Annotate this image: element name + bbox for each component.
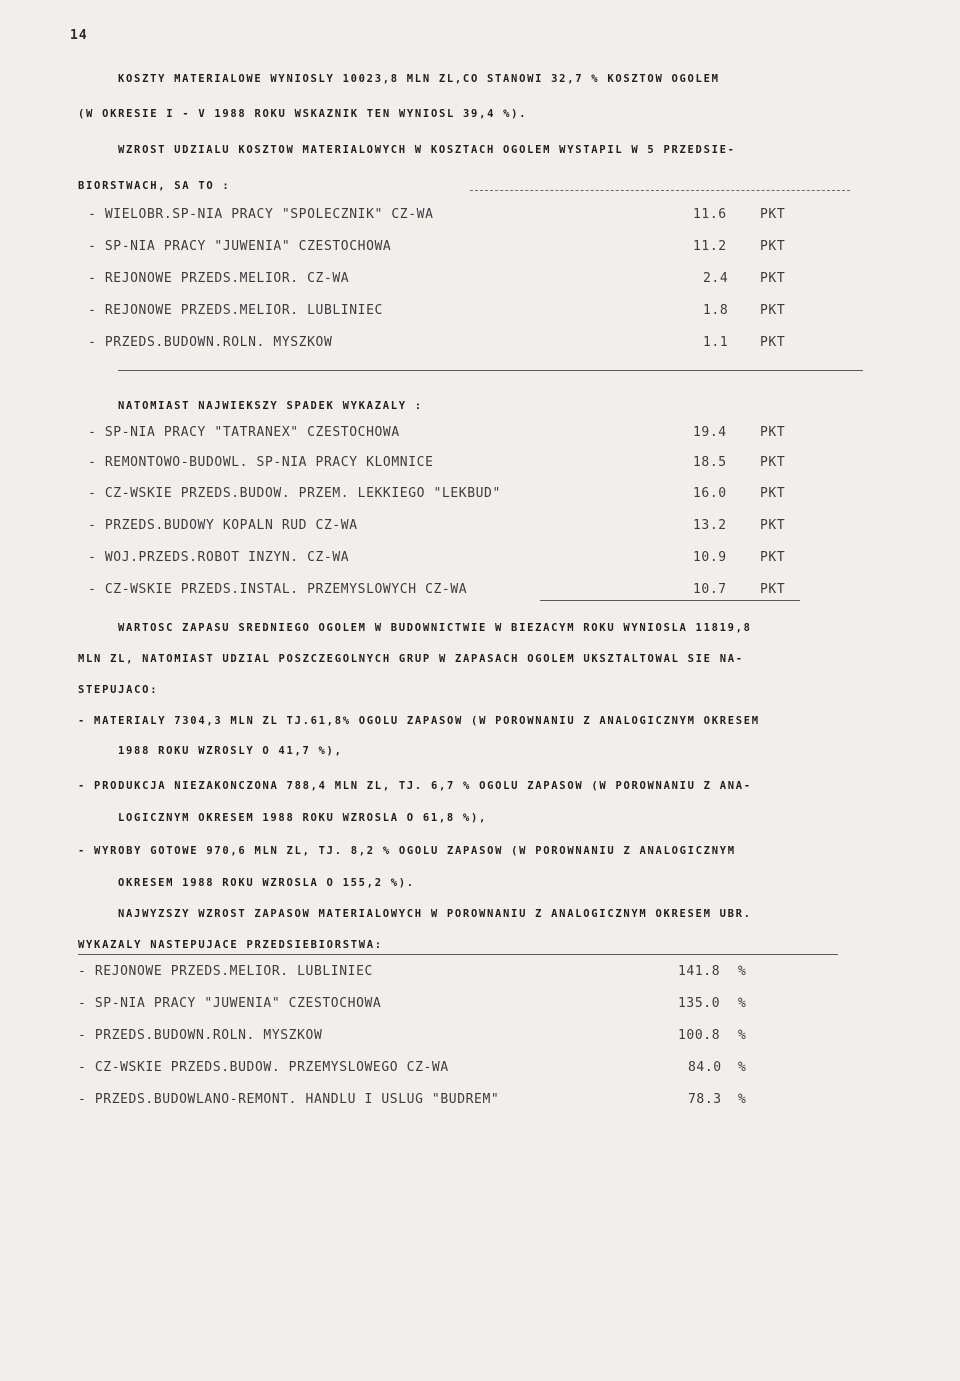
intro-line-4: BIORSTWACH, SA TO : [78, 180, 231, 192]
growth-line-1: NAJWYZSZY WZROST ZAPASOW MATERIALOWYCH W POROWNANIU Z ANALOGICZNYM OKRESEM UBR. [118, 908, 752, 920]
inventory-line-2: MLN ZL, NATOMIAST UDZIAL POSZCZEGOLNYCH GRUP W ZAPASACH OGOLEM UKSZTALTOWAL SIE NA- [78, 653, 744, 665]
row-unit: % [738, 1060, 747, 1075]
row-name: - PRZEDS.BUDOWLANO-REMONT. HANDLU I USLUG "BUDREM" [78, 1092, 500, 1107]
row-unit: PKT [760, 207, 786, 222]
table-row [88, 582, 808, 600]
table-row [88, 335, 808, 353]
section-divider [78, 954, 838, 955]
section-divider [540, 600, 800, 601]
page-number: 14 [70, 28, 88, 43]
intro-line-3: WZROST UDZIALU KOSZTOW MATERIALOWYCH W KOSZTACH OGOLEM WYSTAPIL W 5 PRZEDSIE- [118, 144, 736, 156]
inventory-bullet-1b: 1988 ROKU WZROSLY O 41,7 %), [118, 745, 343, 757]
row-name: - SP-NIA PRACY "JUWENIA" CZESTOCHOWA [88, 239, 392, 254]
table-row [88, 486, 808, 504]
row-value: 78.3 [688, 1092, 722, 1107]
row-value: 135.0 [678, 996, 721, 1011]
row-unit: PKT [760, 486, 786, 501]
row-name: - REJONOWE PRZEDS.MELIOR. LUBLINIEC [78, 964, 373, 979]
row-value: 11.6 [693, 207, 727, 222]
row-name: - REJONOWE PRZEDS.MELIOR. CZ-WA [88, 271, 350, 286]
intro-line-1: KOSZTY MATERIALOWE WYNIOSLY 10023,8 MLN ZL,CO STANOWI 32,7 % KOSZTOW OGOLEM [118, 73, 720, 85]
row-unit: PKT [760, 335, 786, 350]
row-value: 141.8 [678, 964, 721, 979]
row-value: 11.2 [693, 239, 727, 254]
row-unit: % [738, 996, 747, 1011]
row-unit: % [738, 1028, 747, 1043]
table-row [88, 239, 808, 257]
row-name: - SP-NIA PRACY "TATRANEX" CZESTOCHOWA [88, 425, 400, 440]
table-row [78, 964, 798, 982]
row-name: - PRZEDS.BUDOWN.ROLN. MYSZKOW [78, 1028, 323, 1043]
table-row [88, 550, 808, 568]
row-value: 1.8 [703, 303, 729, 318]
row-unit: PKT [760, 303, 786, 318]
row-name: - PRZEDS.BUDOWN.ROLN. MYSZKOW [88, 335, 333, 350]
table-row [78, 1060, 798, 1078]
row-unit: PKT [760, 425, 786, 440]
row-name: - CZ-WSKIE PRZEDS.INSTAL. PRZEMYSLOWYCH CZ-WA [88, 582, 468, 597]
row-unit: PKT [760, 518, 786, 533]
row-name: - PRZEDS.BUDOWY KOPALN RUD CZ-WA [88, 518, 358, 533]
row-value: 18.5 [693, 455, 727, 470]
row-unit: PKT [760, 550, 786, 565]
section-divider [118, 370, 863, 371]
intro-line-2: (W OKRESIE I - V 1988 ROKU WSKAZNIK TEN WYNIOSL 39,4 %). [78, 108, 528, 120]
table-row [78, 1028, 798, 1046]
row-value: 13.2 [693, 518, 727, 533]
row-value: 84.0 [688, 1060, 722, 1075]
row-name: - CZ-WSKIE PRZEDS.BUDOW. PRZEM. LEKKIEGO "LEKBUD" [88, 486, 501, 501]
table-row [88, 207, 808, 225]
inventory-bullet-2b: LOGICZNYM OKRESEM 1988 ROKU WZROSLA O 61,8 %), [118, 812, 487, 824]
row-name: - REJONOWE PRZEDS.MELIOR. LUBLINIEC [88, 303, 383, 318]
table-row [78, 996, 798, 1014]
row-unit: % [738, 1092, 747, 1107]
row-unit: PKT [760, 455, 786, 470]
row-value: 16.0 [693, 486, 727, 501]
table-row [88, 303, 808, 321]
inventory-bullet-1a: - MATERIALY 7304,3 MLN ZL TJ.61,8% OGOLU ZAPASOW (W POROWNANIU Z ANALOGICZNYM OKRESEM [78, 715, 760, 727]
inventory-bullet-2a: - PRODUKCJA NIEZAKONCZONA 788,4 MLN ZL, TJ. 6,7 % OGOLU ZAPASOW (W POROWNANIU Z ANA- [78, 780, 752, 792]
table-row [88, 271, 808, 289]
row-value: 19.4 [693, 425, 727, 440]
row-value: 100.8 [678, 1028, 721, 1043]
inventory-line-3: STEPUJACO: [78, 684, 159, 696]
decrease-heading: NATOMIAST NAJWIEKSZY SPADEK WYKAZALY : [118, 400, 423, 412]
row-name: - WOJ.PRZEDS.ROBOT INZYN. CZ-WA [88, 550, 350, 565]
row-name: - CZ-WSKIE PRZEDS.BUDOW. PRZEMYSLOWEGO CZ-WA [78, 1060, 449, 1075]
row-value: 2.4 [703, 271, 729, 286]
table-row [78, 1092, 798, 1110]
row-unit: PKT [760, 239, 786, 254]
table-row [88, 518, 808, 536]
inventory-bullet-3b: OKRESEM 1988 ROKU WZROSLA O 155,2 %). [118, 877, 415, 889]
row-name: - REMONTOWO-BUDOWL. SP-NIA PRACY KLOMNICE [88, 455, 434, 470]
growth-line-2: WYKAZALY NASTEPUJACE PRZEDSIEBIORSTWA: [78, 939, 383, 951]
row-value: 10.7 [693, 582, 727, 597]
row-unit: PKT [760, 271, 786, 286]
table-row [88, 425, 808, 443]
inventory-bullet-3a: - WYROBY GOTOWE 970,6 MLN ZL, TJ. 8,2 % OGOLU ZAPASOW (W POROWNANIU Z ANALOGICZNYM [78, 845, 736, 857]
row-value: 10.9 [693, 550, 727, 565]
row-name: - SP-NIA PRACY "JUWENIA" CZESTOCHOWA [78, 996, 382, 1011]
table-top-rule [470, 190, 850, 191]
row-name: - WIELOBR.SP-NIA PRACY "SPOLECZNIK" CZ-WA [88, 207, 434, 222]
table-row [88, 455, 808, 473]
inventory-line-1: WARTOSC ZAPASU SREDNIEGO OGOLEM W BUDOWNICTWIE W BIEZACYM ROKU WYNIOSLA 11819,8 [118, 622, 752, 634]
row-value: 1.1 [703, 335, 729, 350]
row-unit: PKT [760, 582, 786, 597]
row-unit: % [738, 964, 747, 979]
